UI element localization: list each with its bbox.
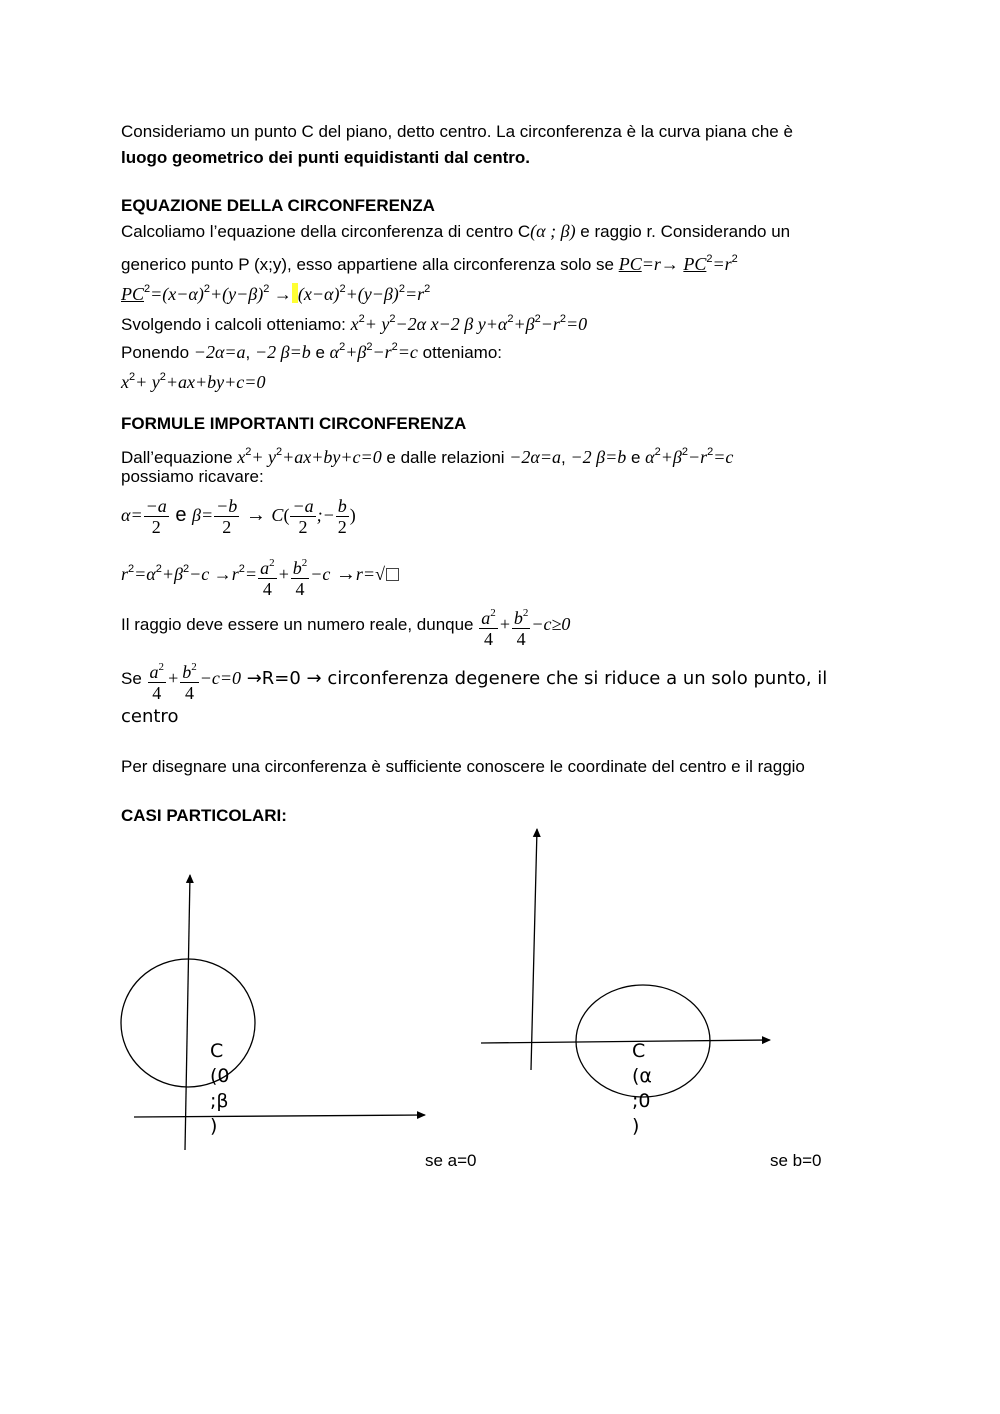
fig1-center-label: C (0 ;β ) <box>210 1040 230 1137</box>
degenere-line-2: centro <box>121 706 179 727</box>
caption-b0: se b=0 <box>770 1151 822 1170</box>
fig2-center-label: C (α ;0 ) <box>632 1040 652 1137</box>
equazione-line-6: $x^2+ y^2+ax+by+c=0$ <box>121 371 266 392</box>
equazione-line-2: generico punto P (x;y), esso appartiene alla circonferenza solo se $PC=r\to PC^2=r^2$ <box>121 253 738 274</box>
intro-line-1: Consideriamo un punto C del piano, detto centro. La circonferenza è la curva piana che è <box>121 122 793 141</box>
fig2-y-axis <box>531 829 537 1070</box>
figure-case-b0 <box>481 829 770 1097</box>
fig1-x-axis <box>134 1115 425 1117</box>
fig2-x-axis <box>481 1040 770 1043</box>
figure-case-a0 <box>121 875 425 1150</box>
equazione-line-5: Ponendo −2α=a, −2 β=b e $\alpha^2+\beta^2-r^2=c$ otteniamo: <box>121 341 503 362</box>
disegnare-line: Per disegnare una circonferenza è sufficiente conoscere le coordinate del centro e il raggio <box>121 757 805 776</box>
equazione-line-3: $PC^2=(x-\alpha)^2+(y-\beta)^2 \to (x-\alpha)^2+(y-\beta)^2=r^2$ <box>121 283 431 304</box>
intro-line-2: luogo geometrico dei punti equidistanti dal centro. <box>121 148 530 167</box>
section-title-casi: CASI PARTICOLARI: <box>121 806 287 825</box>
fig1-y-axis <box>185 875 190 1150</box>
caption-a0: se a=0 <box>425 1151 477 1170</box>
section-title-formule: FORMULE IMPORTANTI CIRCONFERENZA <box>121 414 467 433</box>
formula-alpha-beta: α= $\frac{-a}{2}$ e β= $\frac{-b}{2}$ → C( $\frac{-a}{2}$ ;− $\frac{b}{2}$ ) <box>121 496 356 538</box>
formule-line-2: possiamo ricavare: <box>121 467 264 486</box>
degenere-line: Se $\frac{a^2}{4}$ + $\frac{b^2}{4}$ −c=0 →R=0 → circonferenza degenere che si riduce a un solo punto, il <box>121 656 827 703</box>
equazione-line-1: Calcoliamo l’equazione della circonferenza di centro C(α ; β) e raggio r. Considerando un <box>121 221 791 241</box>
formula-radius: $r^2=\alpha^2+\beta^2-c \to r^2=$ $\frac{a^2}{4}$ + $\frac{b^2}{4}$ −c →r=√ <box>121 547 399 599</box>
raggio-condition-line: Il raggio deve essere un numero reale, dunque $\frac{a^2}{4}$ + $\frac{b^2}{4}$ −c≥0 <box>121 602 570 649</box>
formule-line-1: Dall’equazione $x^2+ y^2+ax+by+c=0$ e dalle relazioni −2α=a, −2 β=b e $\alpha^2+\beta^2-r^2=c$ <box>121 446 734 467</box>
equazione-line-4: Svolgendo i calcoli otteniamo: $x^2+ y^2-2\alpha$ x−2 β $y+\alpha^2+\beta^2-r^2=0$ <box>121 313 588 334</box>
section-title-equazione: EQUAZIONE DELLA CIRCONFERENZA <box>121 196 435 215</box>
